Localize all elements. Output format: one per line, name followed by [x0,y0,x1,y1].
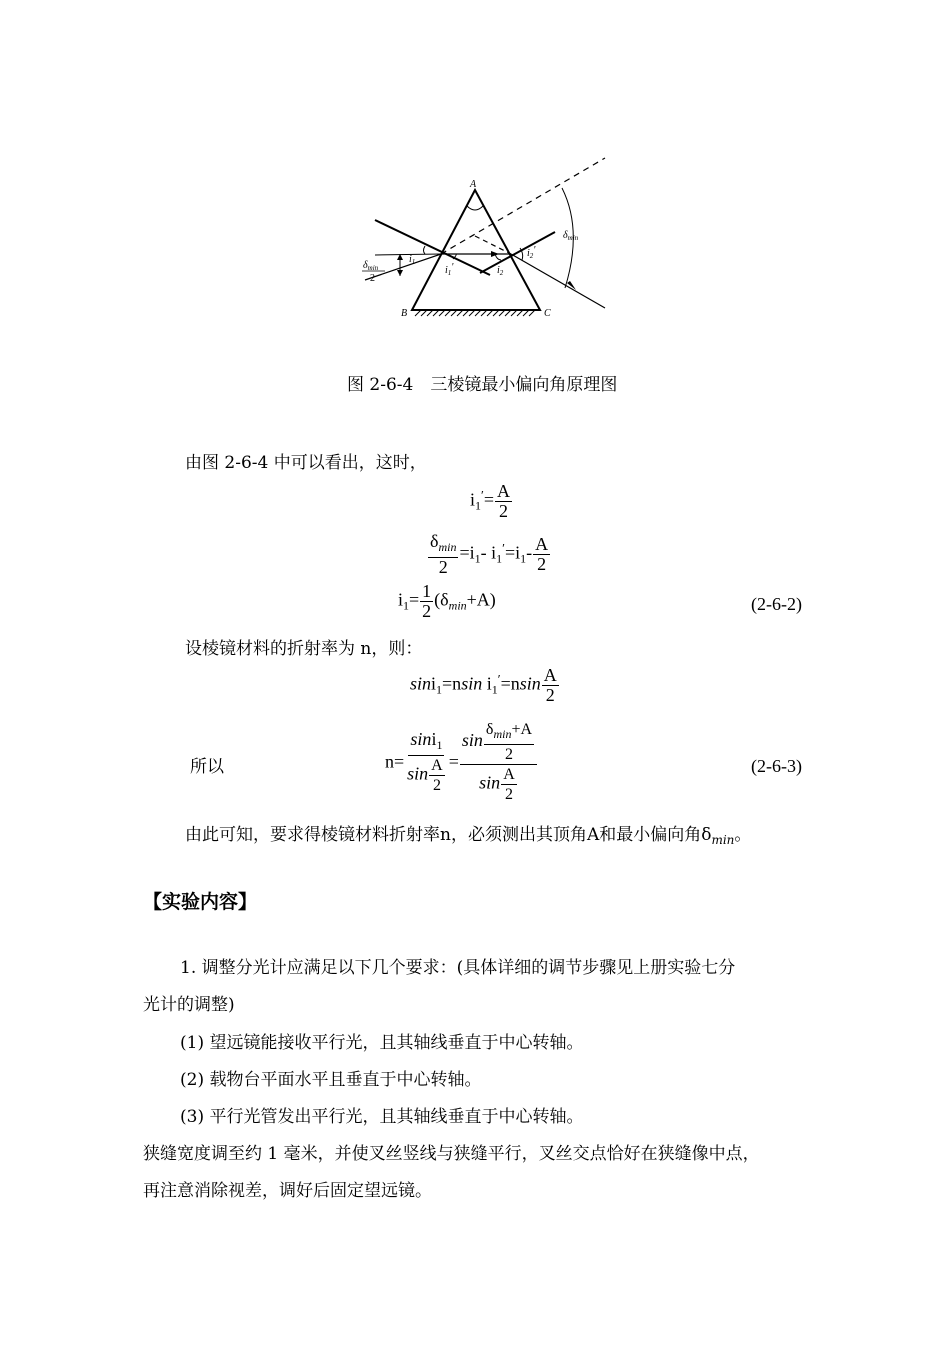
conclusion-text: 由此可知，要求得棱镜材料折射率n，必须测出其顶角A和最小偏向角$\delta_{min}$。 [185,825,752,847]
label-delta-min: $\delta_{min}$ [563,230,579,242]
label-i2: $i_2$ [497,265,504,277]
reference-line [375,254,441,255]
subitem-2: (2) 载物台平面水平且垂直于中心转轴。 [180,1070,482,1090]
equation-d: sini$_1$=nsin $i_1'=nsin$ $\frac{A}{2}$ [410,665,557,705]
equation-c: $i_1=$ $\frac{1}{2}$ $(\delta_{min}+A)$ [398,581,496,621]
item1-line1: 1. 调整分光计应满足以下几个要求：(具体详细的调节步骤见上册实验七分 [180,958,736,978]
subitem-3: (3) 平行光管发出平行光，且其轴线垂直于中心转轴。 [180,1107,584,1127]
label-A: A [470,179,477,190]
label-half-delta-num: $\delta_{min}$ [363,260,379,272]
equation-number-2-6-3: (2-6-3) [751,756,802,776]
label-i1-prime: $i_1'$ [445,262,454,277]
prism-diagram [355,150,615,325]
intro-text: 由图 2-6-4 中可以看出，这时， [185,453,427,473]
slit-line2: 再注意消除视差，调好后固定望远镜。 [143,1181,432,1201]
equation-e: n= sini$_1$ sin $\frac{A}{2}$ = sin $\frac{\delta_{min}+A}{2}$ sin $\frac{A}{2}$ [385,720,538,804]
figure-caption: 图 2-6-4 三棱镜最小偏向角原理图 [347,375,618,395]
label-half-delta-den: 2 [370,273,375,284]
item1-line2: 光计的调整) [143,995,235,1015]
i1-arc [424,246,426,254]
subitem-1: (1) 望远镜能接收平行光，且其轴线垂直于中心转轴。 [180,1033,584,1053]
material-text: 设棱镜材料的折射率为 n，则： [185,639,423,659]
apex-arc [467,206,483,210]
label-C: C [544,308,551,319]
slit-line1: 狭缝宽度调至约 1 毫米，并使叉丝竖线与狭缝平行，叉丝交点恰好在狭缝像中点， [143,1144,760,1164]
label-B: B [401,308,408,319]
section-heading: 【实验内容】 [143,891,258,913]
left-normal [375,220,490,275]
therefore-label: 所以 [190,757,224,777]
half-delta-arrowhead-bottom [397,270,403,276]
equation-b: $\frac{\delta_{min}}{2}$ $=i_1-$ $i_1'=i_1-$ $\frac{A}{2}$ [430,531,549,577]
label-i1: $i_1$ [409,254,416,266]
label-i2-prime: $i_2'$ [527,245,536,260]
equation-number-2-6-2: (2-6-2) [751,594,802,614]
equation-a: $i_1'=$ $\frac{A}{2}$ [470,481,511,521]
